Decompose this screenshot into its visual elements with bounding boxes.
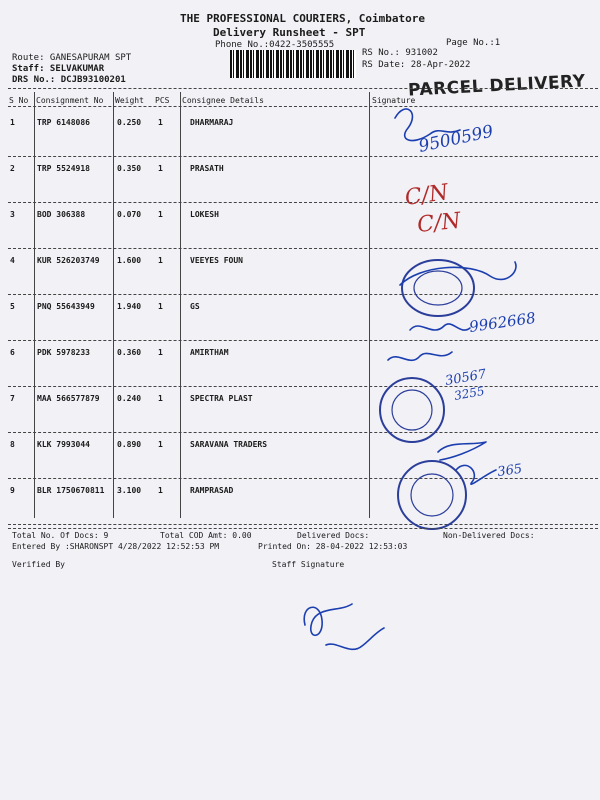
handwritten-phone-row5: 9962668 [468, 308, 537, 336]
row-consignee: AMIRTHAM [190, 348, 229, 357]
row-consignee: LOKESH [190, 210, 219, 219]
row-consignment-no: KLK 7993044 [37, 440, 90, 449]
verified-by: Verified By [12, 560, 65, 569]
delivered-docs: Delivered Docs: [297, 531, 370, 540]
handwritten-phone-row1: 9500599 [416, 121, 496, 157]
row-sno: 3 [10, 210, 15, 219]
row-pcs: 1 [158, 486, 163, 495]
company-name: THE PROFESSIONAL COURIERS, Coimbatore [180, 12, 426, 25]
row-consignee: PRASATH [190, 164, 224, 173]
row-weight: 3.100 [117, 486, 142, 495]
row-consignment-no: BOD 306388 [37, 210, 86, 219]
total-cod: Total COD Amt: 0.00 [160, 531, 252, 540]
rs-date: RS Date: 28-Apr-2022 [362, 60, 471, 70]
handwritten-number-row7: 30567 [444, 366, 488, 389]
row-consignee: RAMPRASAD [190, 486, 234, 495]
row-consignment-no: TRP 5524918 [37, 164, 90, 173]
signature-row8 [438, 442, 486, 460]
runsheet-title: Delivery Runsheet - SPT [213, 26, 366, 39]
ramprasad-seal [398, 461, 466, 529]
signature-row5 [410, 324, 470, 330]
handwritten-number2-row7: 3255 [453, 383, 486, 403]
col-pcs: PCS [155, 96, 170, 105]
spectra-plast-seal [380, 378, 444, 442]
non-delivered-docs: Non-Delivered Docs: [443, 531, 535, 540]
handwritten-note-row2: C/N [403, 180, 450, 211]
entered-by: Entered By :SHARONSPT 4/28/2022 12:52:53 PM [12, 542, 220, 551]
row-sno: 1 [10, 118, 15, 127]
signature-row9 [456, 465, 496, 484]
staff-handwritten-signature [304, 604, 384, 649]
row-sno: 5 [10, 302, 15, 311]
row-weight: 0.070 [117, 210, 142, 219]
row-pcs: 1 [158, 164, 163, 173]
col-sno: S No [9, 96, 29, 105]
page-number: Page No.:1 [446, 38, 501, 48]
row-pcs: 1 [158, 348, 163, 357]
handwritten-number-row9: 365 [496, 461, 524, 480]
footer-rule [8, 528, 598, 529]
row-pcs: 1 [158, 302, 163, 311]
row-consignee: SPECTRA PLAST [190, 394, 253, 403]
row-weight: 0.250 [117, 118, 142, 127]
row-weight: 1.940 [117, 302, 142, 311]
parcel-delivery-stamp: PARCEL DELIVERY [407, 71, 587, 101]
rs-number: RS No.: 931002 [362, 48, 438, 58]
row-weight: 0.240 [117, 394, 142, 403]
row-pcs: 1 [158, 118, 163, 127]
row-pcs: 1 [158, 210, 163, 219]
row-weight: 0.350 [117, 164, 142, 173]
row-consignee: VEEYES FOUN [190, 256, 243, 265]
row-pcs: 1 [158, 394, 163, 403]
row-consignee: GS [190, 302, 200, 311]
row-consignment-no: KUR 526203749 [37, 256, 100, 265]
row-consignment-no: BLR 1750670811 [37, 486, 105, 495]
route: Route: GANESAPURAM SPT [12, 53, 132, 63]
row-consignment-no: PDK 5978233 [37, 348, 90, 357]
row-sno: 7 [10, 394, 15, 403]
row-weight: 1.600 [117, 256, 142, 265]
row-consignment-no: TRP 6148086 [37, 118, 90, 127]
col-consignee: Consignee Details [182, 96, 264, 105]
row-sno: 4 [10, 256, 15, 265]
row-sno: 2 [10, 164, 15, 173]
row-sno: 9 [10, 486, 15, 495]
col-consignment: Consignment No [36, 96, 104, 105]
row-sno: 6 [10, 348, 15, 357]
row-weight: 0.360 [117, 348, 142, 357]
col-weight: Weight [115, 96, 144, 105]
row-consignee: SARAVANA TRADERS [190, 440, 268, 449]
phone-number: Phone No.:0422-3505555 [215, 40, 335, 50]
total-docs: Total No. Of Docs: 9 [12, 531, 109, 540]
row-weight: 0.890 [117, 440, 142, 449]
staff-signature-label: Staff Signature [272, 560, 345, 569]
row-consignment-no: PNQ 55643949 [37, 302, 95, 311]
printed-on: Printed On: 28-04-2022 12:53:03 [258, 542, 408, 551]
row-pcs: 1 [158, 256, 163, 265]
row-sno: 8 [10, 440, 15, 449]
row-consignment-no: MAA 566577879 [37, 394, 100, 403]
row-pcs: 1 [158, 440, 163, 449]
handwritten-note-row3: C/N [416, 208, 462, 238]
col-signature: Signature [372, 96, 416, 105]
signature-row6 [388, 352, 452, 360]
staff: Staff: SELVAKUMAR [12, 64, 105, 74]
drs-number: DRS No.: DCJB93100201 [12, 75, 126, 85]
row-consignee: DHARMARAJ [190, 118, 234, 127]
